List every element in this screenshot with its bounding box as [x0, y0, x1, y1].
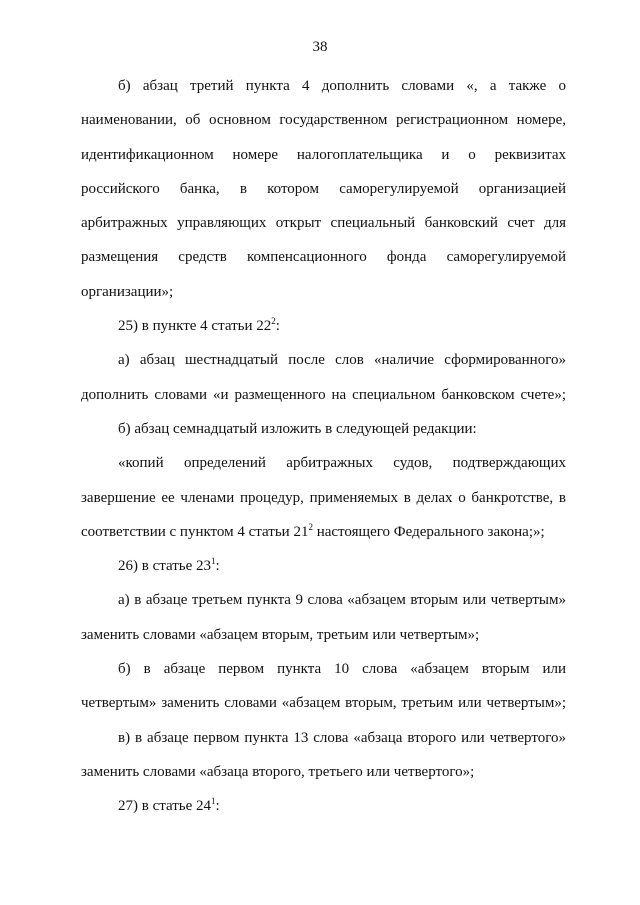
text-fragment: соответствии с пунктом 4 статьи 21	[81, 523, 309, 540]
text-fragment: настоящего Федерального закона;»;	[316, 523, 545, 540]
heading-colon: :	[275, 318, 280, 335]
item-heading-27	[81, 789, 566, 823]
text-line: арбитражных управляющих открыт специальный банковский счет для	[81, 215, 566, 232]
item-heading-text: 27) в статье 24	[118, 798, 212, 815]
superscript: 1	[211, 556, 216, 567]
text-line: заменить словами «абзацем вторым, третьим или четвертым»;	[81, 626, 480, 643]
text-line: идентификационном номере налогоплательщика и о реквизитах	[81, 146, 566, 163]
text-line: в) в абзаце первом пункта 13 слова «абзаца второго или четвертого»	[118, 729, 566, 746]
text-line-with-superscript	[81, 515, 566, 549]
item-heading-text: 26) в статье 23	[118, 558, 212, 575]
text-line: б) в абзаце первом пункта 10 слова «абзацем вторым или	[118, 661, 566, 678]
text-line: дополнить словами «и размещенного на специальном банковском счете»;	[81, 386, 566, 403]
text-line: завершение ее членами процедур, применяемых в делах о банкротстве, в	[81, 489, 566, 506]
text-line: а) в абзаце третьем пункта 9 слова «абзацем вторым или четвертым»	[118, 592, 566, 609]
item-heading-25	[81, 309, 566, 343]
text-line: размещения средств компенсационного фонда саморегулируемой	[81, 249, 566, 266]
text-line: б) абзац третий пункта 4 дополнить словами «, а также о	[118, 78, 566, 94]
text-line: б) абзац семнадцатый изложить в следующей редакции:	[118, 420, 477, 437]
superscript: 1	[211, 796, 216, 807]
document-body	[81, 69, 566, 824]
superscript: 2	[271, 316, 276, 327]
text-line: наименовании, об основном государственном регистрационном номере,	[81, 112, 566, 129]
item-heading-text: 25) в пункте 4 статьи 22	[118, 318, 272, 335]
item-heading-26	[81, 549, 566, 583]
text-line: организации»;	[81, 283, 174, 300]
text-line: заменить словами «абзаца второго, третьего или четвертого»;	[81, 763, 475, 780]
text-line: российского банка, в котором саморегулируемой организацией	[81, 180, 566, 197]
text-line: а) абзац шестнадцатый после слов «наличие сформированного»	[118, 352, 566, 369]
text-line: «копий определений арбитражных судов, подтверждающих	[118, 455, 566, 472]
superscript: 2	[308, 521, 313, 532]
heading-colon: :	[215, 798, 220, 815]
text-line: четвертым» заменить словами «абзацем вторым, третьим или четвертым»;	[81, 695, 566, 712]
page-number: 38	[312, 39, 328, 55]
heading-colon: :	[215, 558, 220, 575]
